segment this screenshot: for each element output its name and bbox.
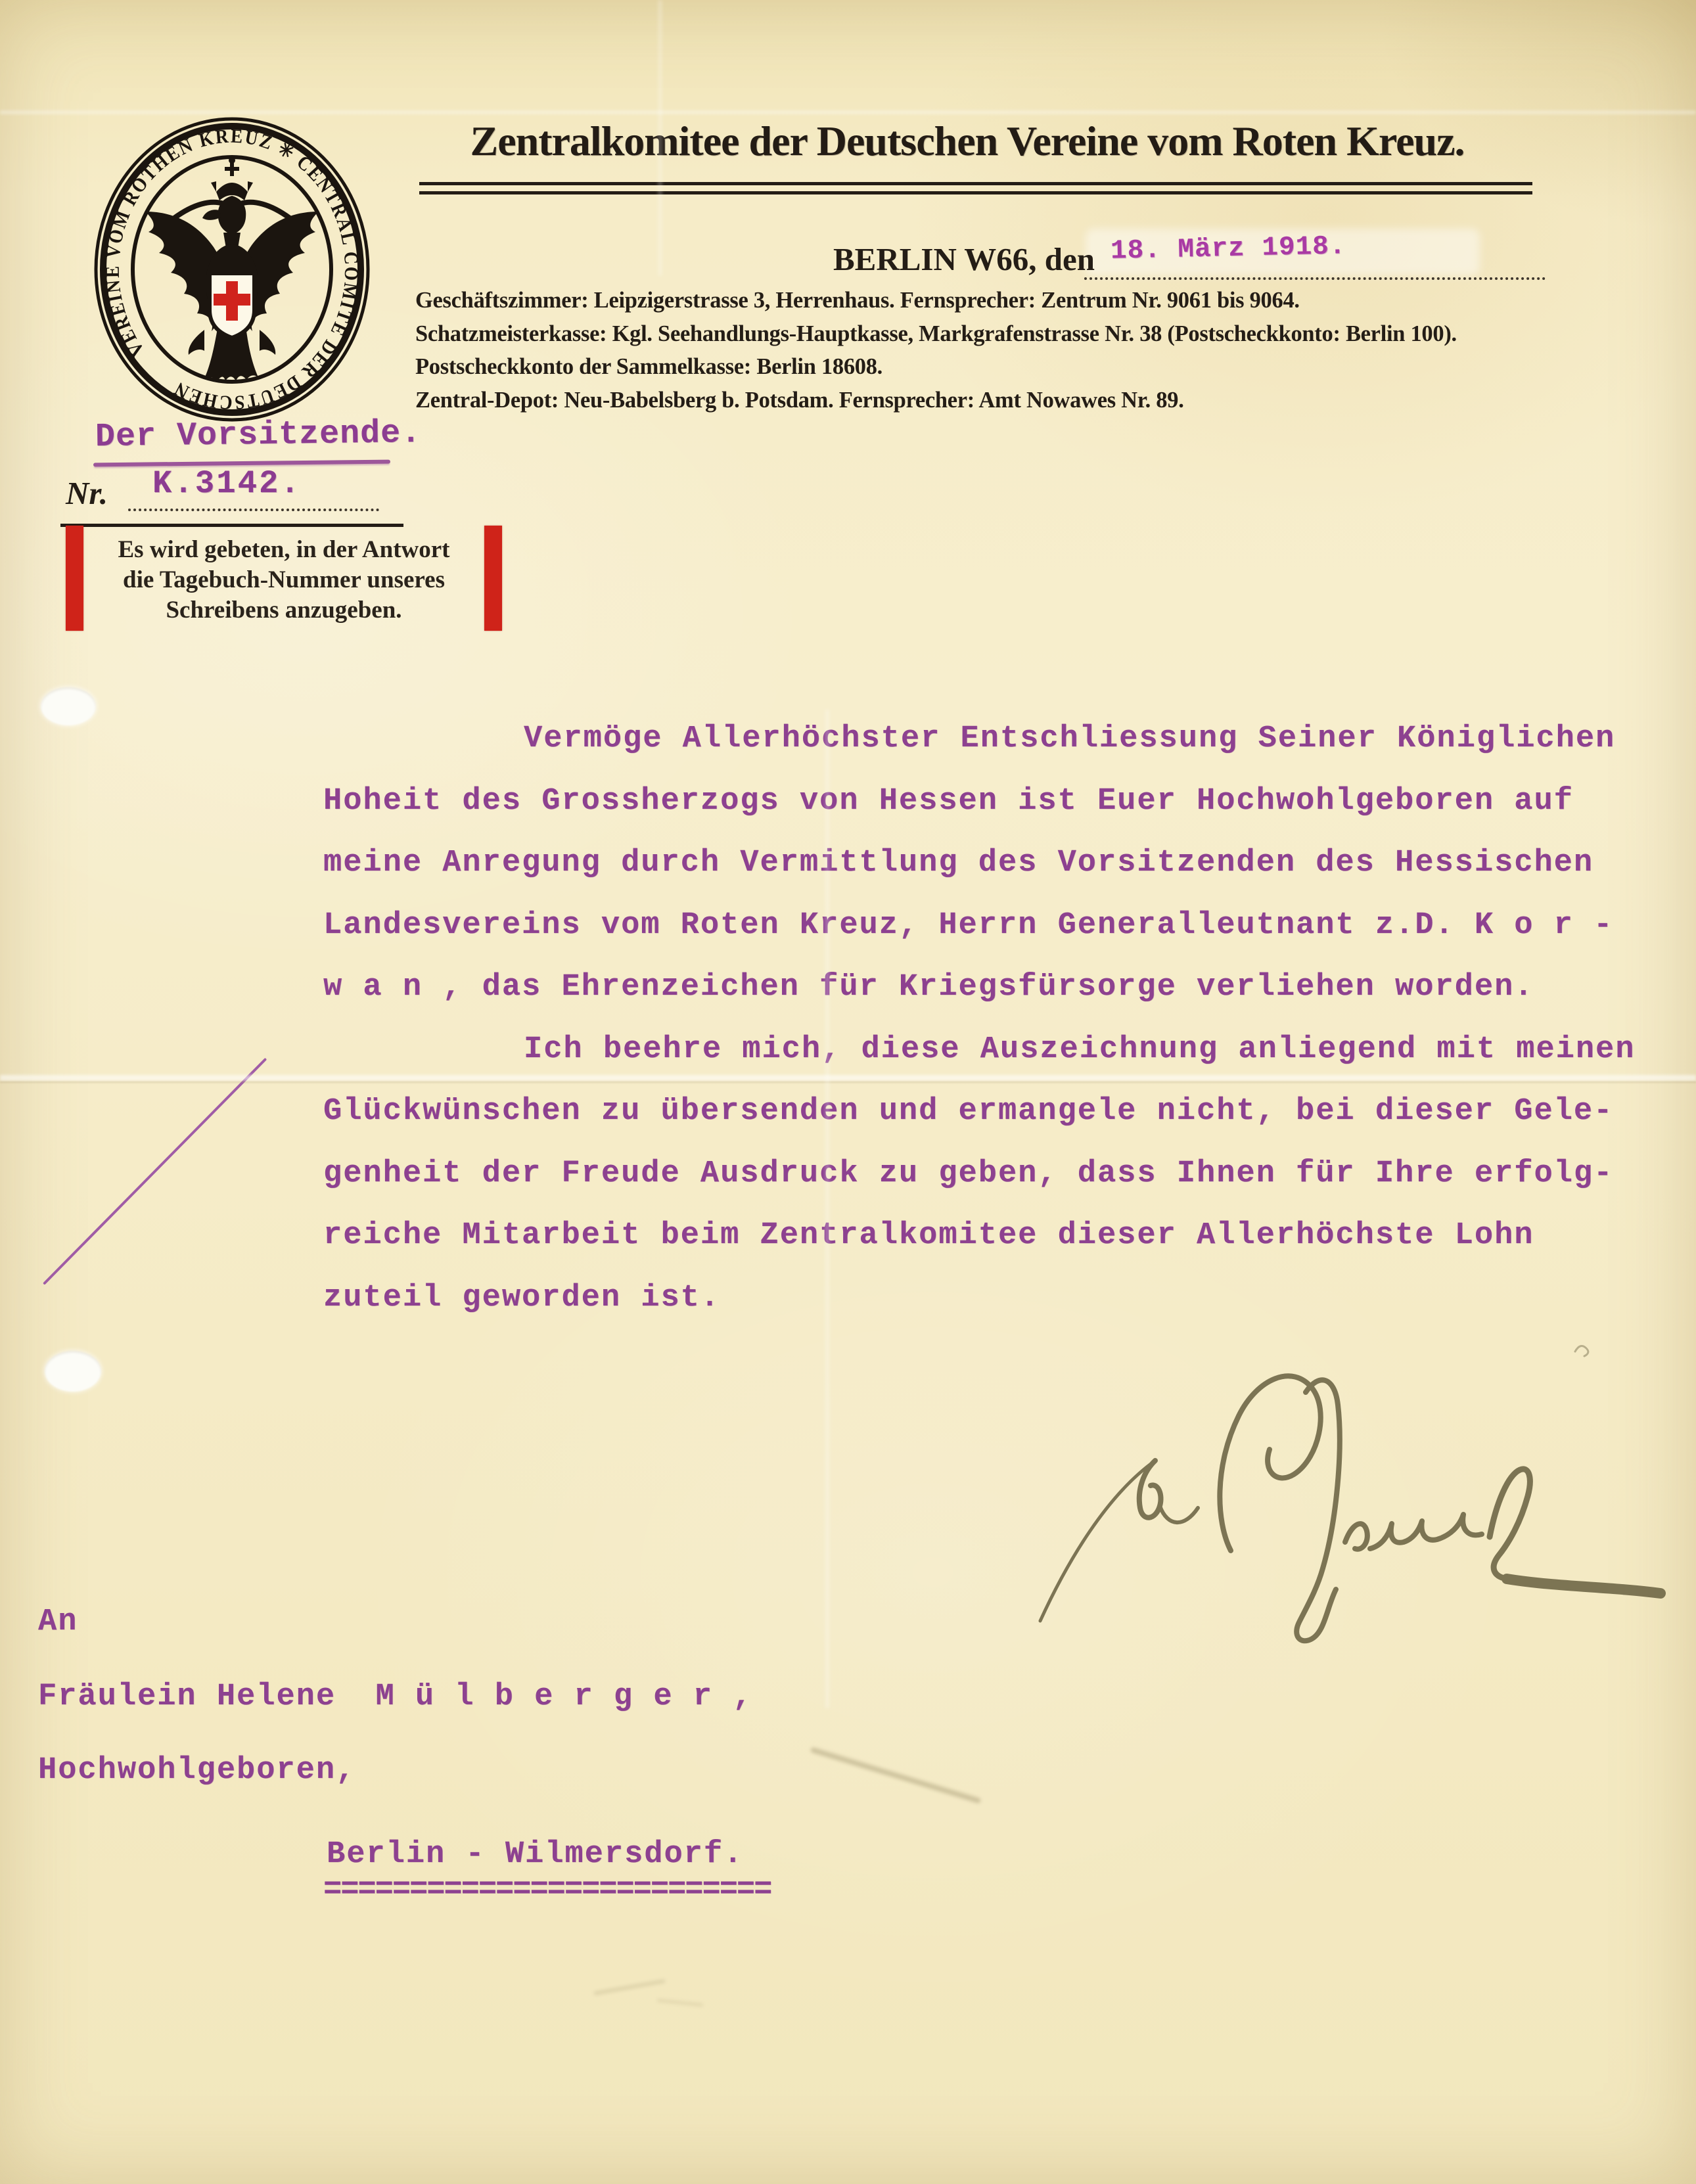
recipient-an: An <box>38 1604 78 1639</box>
fold-crease-edge <box>0 1081 1696 1083</box>
fold-crease <box>0 110 1696 114</box>
body-line: zuteil geworden ist. <box>323 1281 721 1315</box>
imperial-eagle <box>145 157 319 382</box>
fold-crease-vertical <box>825 710 829 1708</box>
pencil-smudge <box>810 1747 982 1804</box>
recipient-underline: ========================== <box>323 1873 771 1907</box>
purple-strike-mark <box>43 1058 267 1285</box>
number-stamp: K.3142. <box>152 465 302 502</box>
notice-box <box>84 535 484 626</box>
date-stamp: 18. März 1918. <box>1110 231 1346 267</box>
body-line: Landesvereins vom Roten Kreuz, Herrn Generalleutnant z.D. K o r - <box>323 908 1614 943</box>
body-line: reiche Mitarbeit beim Zentralkomitee dieser Allerhöchste Lohn <box>323 1218 1534 1253</box>
red-cross-seal <box>87 112 377 427</box>
fold-crease-vertical <box>658 0 662 276</box>
recipient-honorific: Hochwohlgeboren, <box>38 1753 356 1788</box>
title-double-rule <box>419 182 1532 194</box>
body-line: w a n , das Ehrenzeichen für Kriegsfürsorge verliehen worden. <box>323 970 1534 1005</box>
body-line: Hoheit des Grossherzogs von Hessen ist Euer Hochwohlgeboren auf <box>323 784 1574 819</box>
recipient-name: Fräulein Helene M ü l b e r g e r , <box>38 1679 753 1714</box>
notice-red-bar-left <box>66 526 83 631</box>
seal-ring-text: VEREINE VOM ROTHEN KREUZ ✳ CENTRAL COMITE DER DEUTSCHEN <box>101 125 363 414</box>
letterhead-contact-block <box>415 284 1552 417</box>
body-line: meine Anregung durch Vermittlung des Vorsitzenden des Hessischen <box>323 846 1594 880</box>
notice-red-bar-right <box>484 526 502 631</box>
body-line: Vermöge Allerhöchster Entschliessung Seiner Königlichen <box>524 721 1616 756</box>
notice-line: Es wird gebeten, in der Antwort <box>118 536 450 563</box>
contact-line: Zentral-Depot: Neu-Babelsberg b. Potsdam. Fernsprecher: Amt Nowawes Nr. 89. <box>415 387 1184 413</box>
contact-line: Postscheckkonto der Sammelkasse: Berlin 18608. <box>415 354 883 379</box>
notice-line: Schreibens anzugeben. <box>166 597 402 624</box>
chairman-stamp: Der Vorsitzende. <box>95 414 422 457</box>
fold-crease <box>0 1075 1696 1081</box>
notice-line: die Tagebuch-Nummer unseres <box>123 566 445 593</box>
number-label: Nr. <box>66 475 108 511</box>
place-date-label: BERLIN W66, den <box>833 241 1095 277</box>
letterhead-title: Zentralkomitee der Deutschen Vereine vom Roten Kreuz. <box>470 118 1465 164</box>
pencil-smudge <box>593 1979 665 1995</box>
recipient-city: Berlin - Wilmersdorf. <box>327 1837 744 1872</box>
handwritten-signature <box>1022 1311 1685 1659</box>
number-rule <box>60 524 403 527</box>
contact-line: Schatzmeisterkasse: Kgl. Seehandlungs-Hauptkasse, Markgrafenstrasse Nr. 38 (Postscheckkonto: Berlin 100). <box>415 321 1457 346</box>
contact-line: Geschäftszimmer: Leipzigerstrasse 3, Herrenhaus. Fernsprecher: Zentrum Nr. 9061 bis 9064. <box>415 288 1300 313</box>
hole-punch <box>45 1351 101 1392</box>
body-line: genheit der Freude Ausdruck zu geben, dass Ihnen für Ihre erfolg- <box>323 1156 1614 1191</box>
body-line: Ich beehre mich, diese Auszeichnung anliegend mit meinen <box>524 1032 1636 1067</box>
pencil-smudge <box>657 1999 703 2006</box>
hole-punch <box>41 687 96 725</box>
body-line: Glückwünschen zu übersenden und ermangele nicht, bei dieser Gele- <box>323 1094 1614 1129</box>
